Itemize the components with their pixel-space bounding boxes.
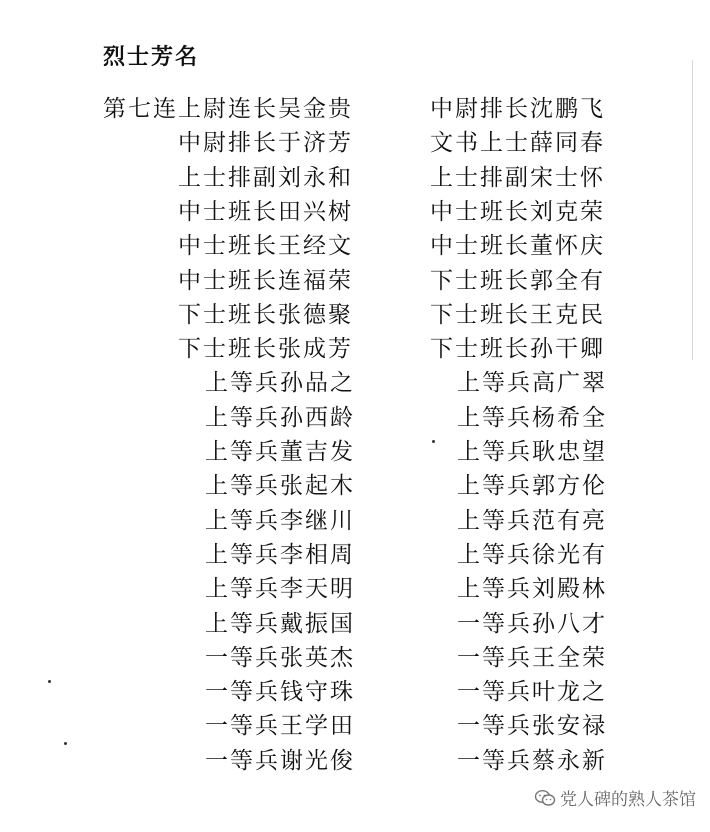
document-title: 烈士芳名 bbox=[103, 44, 200, 70]
name-entry: 上等兵董吉发 bbox=[205, 439, 355, 465]
name-entry: 中尉排长于济芳 bbox=[178, 130, 353, 157]
name-entry: 下士班长孙干卿 bbox=[430, 336, 605, 363]
name-entry: 一等兵蔡永新 bbox=[457, 747, 607, 774]
name-entry: 文书上士薛同春 bbox=[430, 130, 605, 157]
name-entry: 一等兵张安禄 bbox=[457, 713, 607, 740]
name-entry: 上士排副宋士怀 bbox=[430, 164, 605, 191]
name-entry: 上等兵刘殿林 bbox=[457, 576, 607, 603]
name-entry: 上等兵李相周 bbox=[205, 541, 355, 568]
name-entry: 上等兵徐光有 bbox=[457, 541, 607, 568]
name-entry: 中士班长田兴树 bbox=[178, 198, 353, 225]
wechat-icon bbox=[534, 789, 556, 807]
watermark-text: 党人碑的熟人茶馆 bbox=[560, 790, 696, 810]
name-entry: 一等兵王学田 bbox=[205, 713, 355, 740]
watermark bbox=[534, 785, 696, 810]
name-entry: 上等兵李继川 bbox=[205, 507, 355, 534]
scan-speck bbox=[64, 742, 67, 745]
name-entry: 上等兵高广翠 bbox=[457, 370, 607, 397]
name-entry: 中尉排长沈鹏飞 bbox=[430, 96, 605, 122]
name-entry: 一等兵孙八才 bbox=[457, 610, 607, 637]
name-entry: 下士班长张成芳 bbox=[178, 336, 353, 363]
name-entry: 上等兵李天明 bbox=[205, 576, 355, 603]
name-entry: 下士班长郭全有 bbox=[430, 267, 605, 294]
name-entry: 一等兵谢光俊 bbox=[205, 747, 355, 774]
name-entry: 上等兵戴振国 bbox=[205, 610, 355, 637]
name-entry: 上等兵张起木 bbox=[205, 473, 355, 500]
name-entry: 中士班长董怀庆 bbox=[430, 233, 605, 260]
name-entry: 一等兵王全荣 bbox=[457, 644, 607, 671]
name-entry: 上等兵郭方伦 bbox=[457, 473, 607, 500]
scan-edge-line bbox=[692, 60, 693, 360]
name-entry: 中士班长连福荣 bbox=[178, 267, 353, 294]
name-entry: 上士排副刘永和 bbox=[178, 164, 353, 191]
name-entry: 上等兵孙品之 bbox=[205, 370, 355, 397]
scan-speck bbox=[432, 440, 435, 443]
name-entry: 中士班长刘克荣 bbox=[430, 198, 605, 225]
name-entry: 上等兵杨希全 bbox=[457, 404, 607, 431]
name-entry: 上等兵耿忠望 bbox=[457, 439, 607, 465]
name-entry: 上等兵范有亮 bbox=[457, 507, 607, 534]
scan-speck bbox=[48, 680, 51, 683]
name-entry: 一等兵叶龙之 bbox=[457, 679, 607, 706]
name-entry: 下士班长张德聚 bbox=[178, 301, 353, 328]
name-entry: 第七连上尉连长吴金贵 bbox=[103, 96, 353, 122]
name-entry: 一等兵张英杰 bbox=[205, 644, 355, 671]
name-entry: 一等兵钱守珠 bbox=[205, 679, 355, 706]
name-entry: 中士班长王经文 bbox=[178, 233, 353, 260]
name-entry: 上等兵孙西龄 bbox=[205, 404, 355, 431]
name-entry: 下士班长王克民 bbox=[430, 301, 605, 328]
